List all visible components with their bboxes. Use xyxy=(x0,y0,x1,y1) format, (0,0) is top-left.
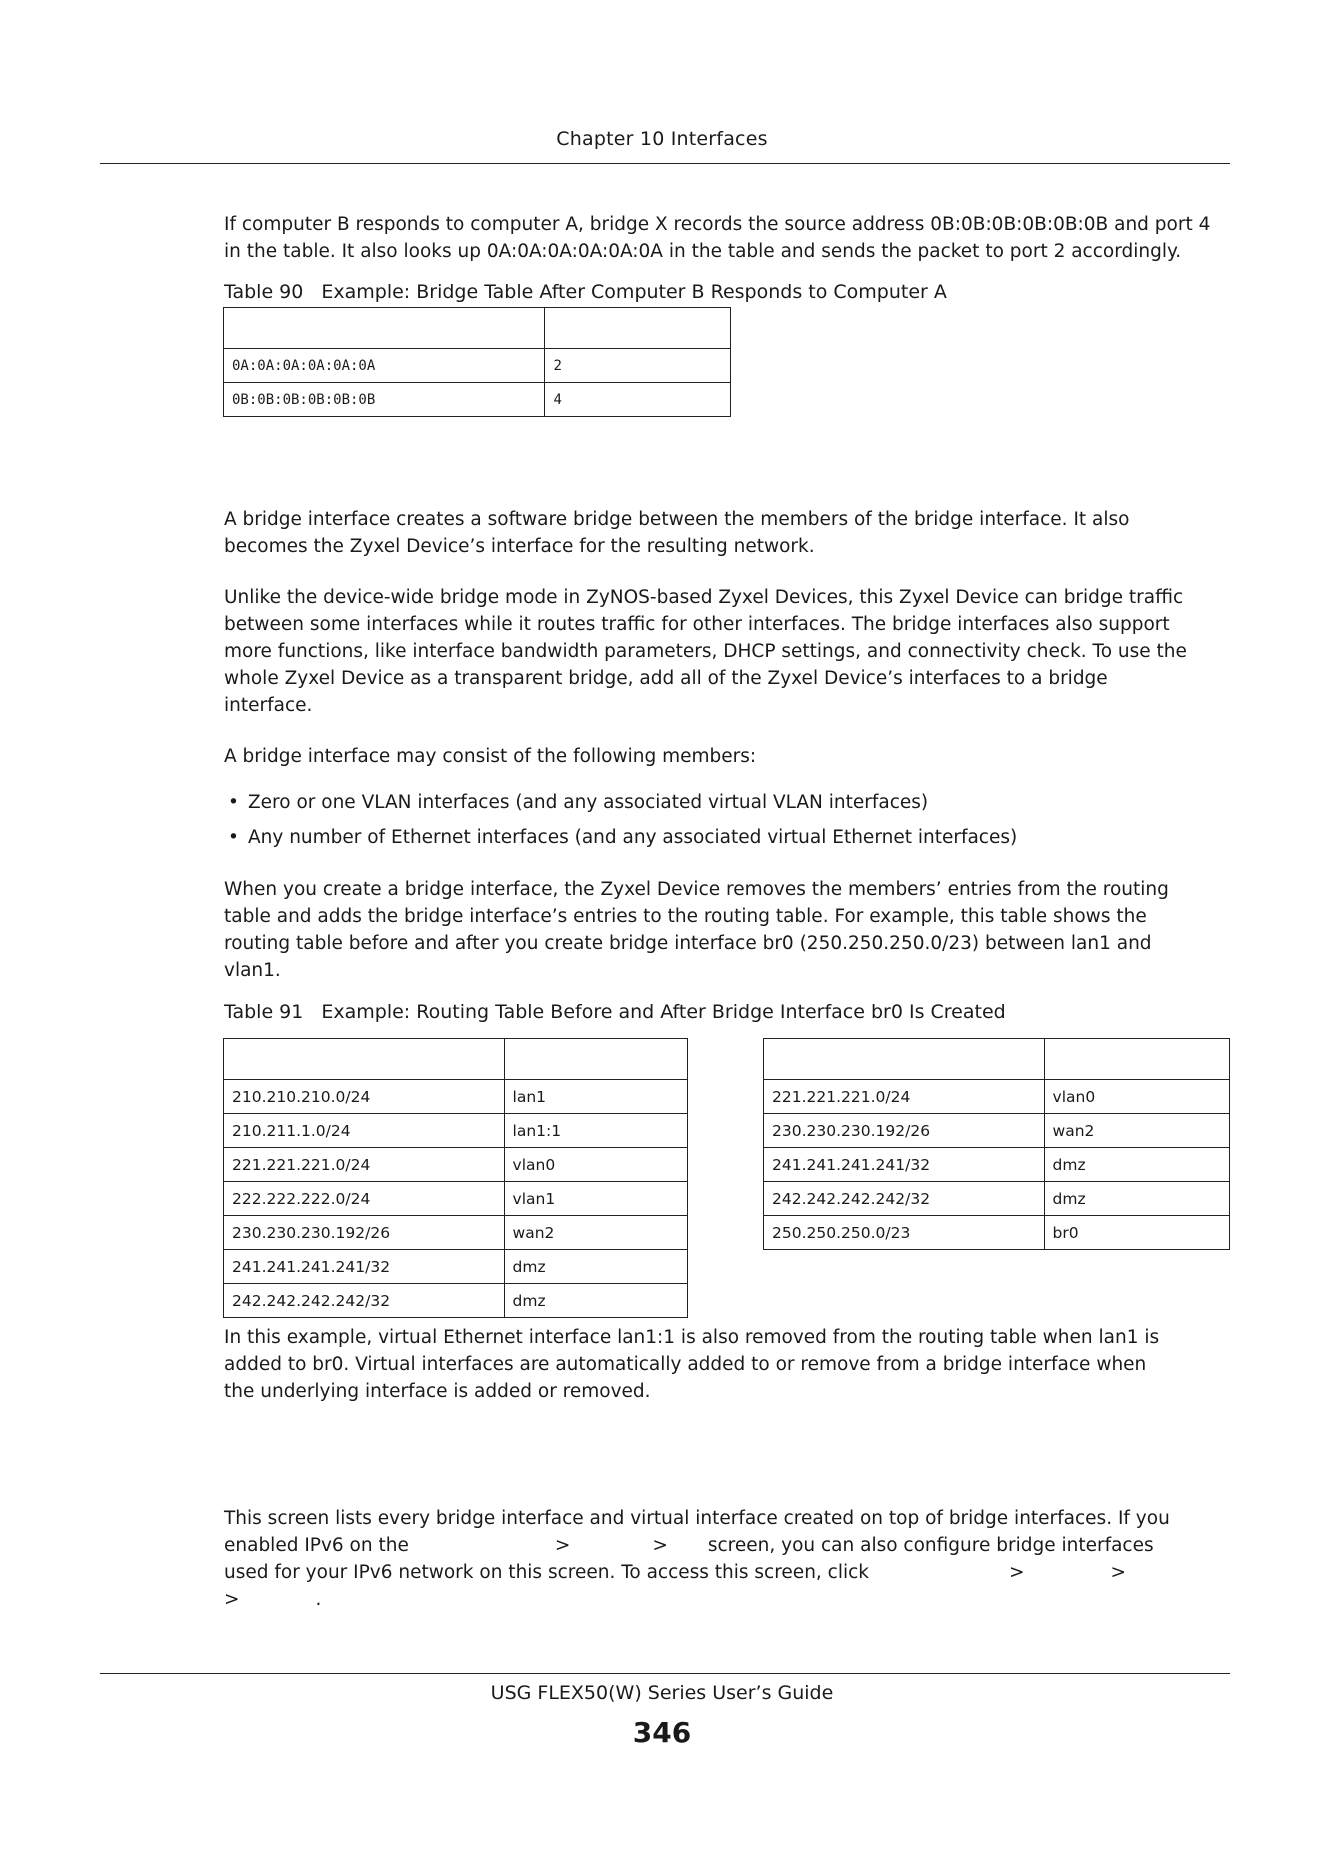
table-row xyxy=(224,1148,688,1182)
table-row xyxy=(224,1114,688,1148)
unlike-line-1: Unlike the device-wide bridge mode in ZyNOS-based Zyxel Devices, this Zyxel Device can bridge traffic xyxy=(224,587,1184,608)
table-90-caption xyxy=(224,281,947,303)
table-91-caption xyxy=(224,1001,1006,1023)
unlike-line-4: whole Zyxel Device as a transparent bridge, add all of the Zyxel Device’s interfaces to a bridge xyxy=(224,668,1108,689)
gateway-cell: vlan0 xyxy=(1044,1080,1229,1114)
table-90-header-cell xyxy=(545,308,731,349)
gateway-cell: vlan1 xyxy=(504,1182,687,1216)
members-paragraph xyxy=(224,743,1230,770)
screen-line-3 xyxy=(224,1559,1230,1586)
destination-cell: 221.221.221.0/24 xyxy=(224,1148,505,1182)
table-row xyxy=(224,1182,688,1216)
destination-cell: 250.250.250.0/23 xyxy=(764,1216,1045,1250)
page-number: 346 xyxy=(632,1716,692,1749)
destination-cell: 242.242.242.242/32 xyxy=(764,1182,1045,1216)
chapter-header: Chapter 10 Interfaces xyxy=(556,128,768,150)
gateway-cell: dmz xyxy=(504,1250,687,1284)
footer-guide-title: USG FLEX50(W) Series User’s Guide xyxy=(490,1682,834,1704)
table-row xyxy=(764,1114,1230,1148)
screen-line-1: This screen lists every bridge interface and virtual interface created on top of bridge interfaces. If you xyxy=(224,1508,1170,1529)
table-91-after-header-cell xyxy=(1044,1039,1229,1080)
table-91-before-header-cell xyxy=(504,1039,687,1080)
table-91-after-header-cell xyxy=(764,1039,1045,1080)
gateway-cell: dmz xyxy=(504,1284,687,1318)
table-91-after-header-row xyxy=(764,1039,1230,1080)
table-90-title: Example: Bridge Table After Computer B Responds to Computer A xyxy=(321,281,947,303)
when-line-1: When you create a bridge interface, the Zyxel Device removes the members’ entries from the routing xyxy=(224,879,1169,900)
example-line-1: In this example, virtual Ethernet interface lan1:1 is also removed from the routing table when lan1 is xyxy=(224,1327,1160,1348)
table-row xyxy=(764,1148,1230,1182)
intro-line-1: If computer B responds to computer A, bridge X records the source address 0B:0B:0B:0B:0B:0B and port 4 xyxy=(224,214,1211,235)
gateway-cell: lan1 xyxy=(504,1080,687,1114)
unlike-line-3: more functions, like interface bandwidth parameters, DHCP settings, and connectivity check. To use the xyxy=(224,641,1187,662)
screen-line-2-end: screen, you can also configure bridge interfaces xyxy=(707,1535,1154,1556)
table-90-header-cell xyxy=(224,308,545,349)
port-cell: 2 xyxy=(545,349,731,383)
destination-cell: 222.222.222.0/24 xyxy=(224,1182,505,1216)
table-91-before-header-row xyxy=(224,1039,688,1080)
bridge-paragraph xyxy=(224,506,1230,560)
intro-line-2: in the table. It also looks up 0A:0A:0A:0A:0A:0A in the table and sends the packet to port 2 accordingly. xyxy=(224,241,1182,262)
table-91-before-header-cell xyxy=(224,1039,505,1080)
when-line-4: vlan1. xyxy=(224,960,281,981)
screen-line-4-end: . xyxy=(315,1589,322,1610)
destination-cell: 241.241.241.241/32 xyxy=(224,1250,505,1284)
footer-rule xyxy=(100,1673,1230,1674)
example-line-2: added to br0. Virtual interfaces are automatically added to or remove from a bridge interface when xyxy=(224,1354,1147,1375)
bridge-line-2: becomes the Zyxel Device’s interface for the resulting network. xyxy=(224,536,815,557)
table-90-header-row xyxy=(224,308,731,349)
gateway-cell: dmz xyxy=(1044,1182,1229,1216)
nav-separator: > xyxy=(224,1589,240,1610)
table-row xyxy=(764,1080,1230,1114)
list-item xyxy=(228,827,1017,848)
destination-cell: 210.211.1.0/24 xyxy=(224,1114,505,1148)
screen-line-4 xyxy=(224,1586,1230,1613)
table-90 xyxy=(223,307,731,417)
screen-line-2 xyxy=(224,1532,1230,1559)
table-91-title: Example: Routing Table Before and After Bridge Interface br0 Is Created xyxy=(321,1001,1006,1023)
destination-cell: 210.210.210.0/24 xyxy=(224,1080,505,1114)
table-row xyxy=(224,1080,688,1114)
list-item xyxy=(228,792,928,813)
when-line-2: table and adds the bridge interface’s entries to the routing table. For example, this table shows the xyxy=(224,906,1147,927)
when-line-3: routing table before and after you create bridge interface br0 (250.250.250.0/23) between lan1 and xyxy=(224,933,1152,954)
gateway-cell: wan2 xyxy=(1044,1114,1229,1148)
bullet-icon: • xyxy=(228,792,239,813)
gateway-cell: wan2 xyxy=(504,1216,687,1250)
table-row xyxy=(224,383,731,417)
unlike-paragraph xyxy=(224,584,1230,719)
table-row xyxy=(224,1216,688,1250)
gateway-cell: dmz xyxy=(1044,1148,1229,1182)
nav-separator: > xyxy=(1110,1562,1127,1583)
bridge-line-1: A bridge interface creates a software bridge between the members of the bridge interface. It also xyxy=(224,509,1130,530)
destination-cell: 230.230.230.192/26 xyxy=(764,1114,1045,1148)
members-line-1: A bridge interface may consist of the following members: xyxy=(224,746,757,767)
bullet-icon: • xyxy=(228,827,239,848)
destination-cell: 241.241.241.241/32 xyxy=(764,1148,1045,1182)
gateway-cell: vlan0 xyxy=(504,1148,687,1182)
gateway-cell: br0 xyxy=(1044,1216,1229,1250)
unlike-line-2: between some interfaces while it routes traffic for other interfaces. The bridge interfaces also support xyxy=(224,614,1170,635)
nav-separator: > xyxy=(1009,1562,1025,1583)
screen-line-2-start: enabled IPv6 on the xyxy=(224,1535,409,1556)
nav-separator: > xyxy=(652,1535,668,1556)
mac-address-cell: 0B:0B:0B:0B:0B:0B xyxy=(224,383,545,417)
table-row xyxy=(224,349,731,383)
table-row xyxy=(224,1250,688,1284)
destination-cell: 242.242.242.242/32 xyxy=(224,1284,505,1318)
table-91-label: Table 91 xyxy=(224,1001,304,1023)
nav-separator: > xyxy=(554,1535,571,1556)
table-91-before xyxy=(223,1038,688,1318)
bullet-text: Any number of Ethernet interfaces (and any associated virtual Ethernet interfaces) xyxy=(248,827,1018,848)
destination-cell: 230.230.230.192/26 xyxy=(224,1216,505,1250)
example-line-3: the underlying interface is added or removed. xyxy=(224,1381,651,1402)
table-row xyxy=(224,1284,688,1318)
when-paragraph xyxy=(224,876,1230,984)
intro-paragraph xyxy=(224,211,1230,265)
table-90-label: Table 90 xyxy=(224,281,304,303)
screen-paragraph xyxy=(224,1505,1230,1613)
destination-cell: 221.221.221.0/24 xyxy=(764,1080,1045,1114)
gateway-cell: lan1:1 xyxy=(504,1114,687,1148)
header-rule xyxy=(100,163,1230,164)
mac-address-cell: 0A:0A:0A:0A:0A:0A xyxy=(224,349,545,383)
table-91-after xyxy=(763,1038,1230,1250)
unlike-line-5: interface. xyxy=(224,695,313,716)
table-row xyxy=(764,1216,1230,1250)
screen-line-3-start: used for your IPv6 network on this screen. To access this screen, click xyxy=(224,1562,870,1583)
port-cell: 4 xyxy=(545,383,731,417)
table-row xyxy=(764,1182,1230,1216)
bullet-text: Zero or one VLAN interfaces (and any associated virtual VLAN interfaces) xyxy=(248,792,929,813)
example-paragraph xyxy=(224,1324,1230,1405)
